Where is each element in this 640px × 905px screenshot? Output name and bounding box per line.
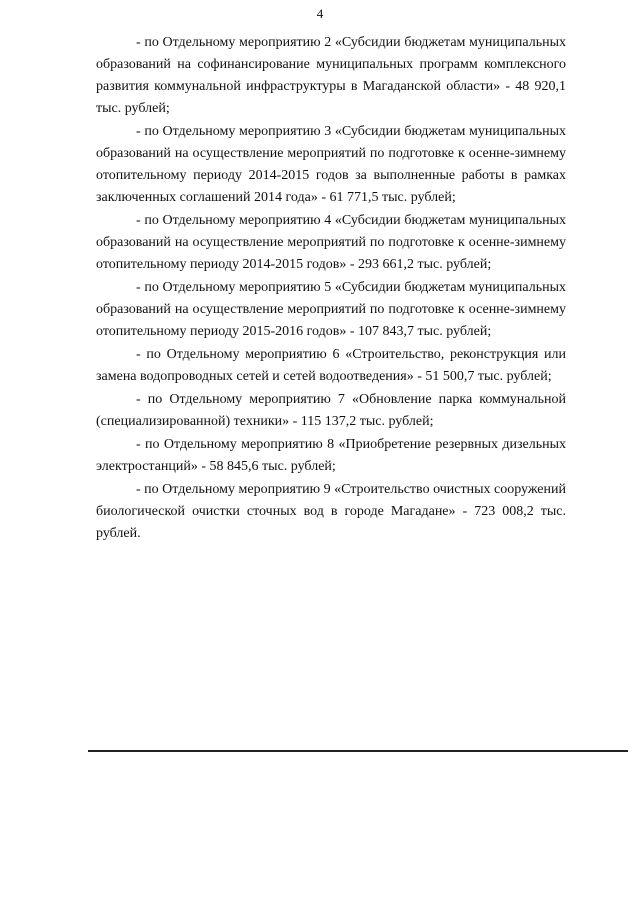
page-number: 4 xyxy=(316,6,324,21)
paragraph-measure-8: - по Отдельному мероприятию 8 «Приобретение резервных дизельных электростанций» - 58 845,6 тыс. рублей; xyxy=(96,437,566,474)
paragraph-measure-5: - по Отдельному мероприятию 5 «Субсидии бюджетам муниципальных образований на осуществление мероприятий по подготовке к осенне-зимнему отопительному периоду 2015-2016 годов» - 107 843,7 тыс. рублей; xyxy=(96,280,566,339)
paragraph-measure-6: - по Отдельному мероприятию 6 «Строительство, реконструкция или замена водопроводных сетей и сетей водоотведения» - 51 500,7 тыс. рублей; xyxy=(96,347,566,384)
paragraph-measure-9: - по Отдельному мероприятию 9 «Строительство очистных сооружений биологической очистки сточных вод в городе Магадане» - 723 008,2 тыс. рублей. xyxy=(96,482,566,541)
document-body xyxy=(96,32,566,546)
paragraph-measure-3: - по Отдельному мероприятию 3 «Субсидии бюджетам муниципальных образований на осуществление мероприятий по подготовке к осенне-зимнему отопительному периоду 2014-2015 годов за выполненные работы в рамках заключенных соглашений 2014 года» - 61 771,5 тыс. рублей; xyxy=(96,124,566,205)
paragraph-measure-2: - по Отдельному мероприятию 2 «Субсидии бюджетам муниципальных образований на софинансирование муниципальных программ комплексного развития коммунальной инфраструктуры в Магаданской области» - 48 920,1 тыс. рублей; xyxy=(96,35,566,116)
paragraph-measure-7: - по Отдельному мероприятию 7 «Обновление парка коммунальной (специализированной) техники» - 115 137,2 тыс. рублей; xyxy=(96,392,566,429)
paragraph-measure-4: - по Отдельному мероприятию 4 «Субсидии бюджетам муниципальных образований на осуществление мероприятий по подготовке к осенне-зимнему отопительному периоду 2014-2015 годов» - 293 661,2 тыс. рублей; xyxy=(96,213,566,272)
horizontal-rule xyxy=(88,750,628,752)
